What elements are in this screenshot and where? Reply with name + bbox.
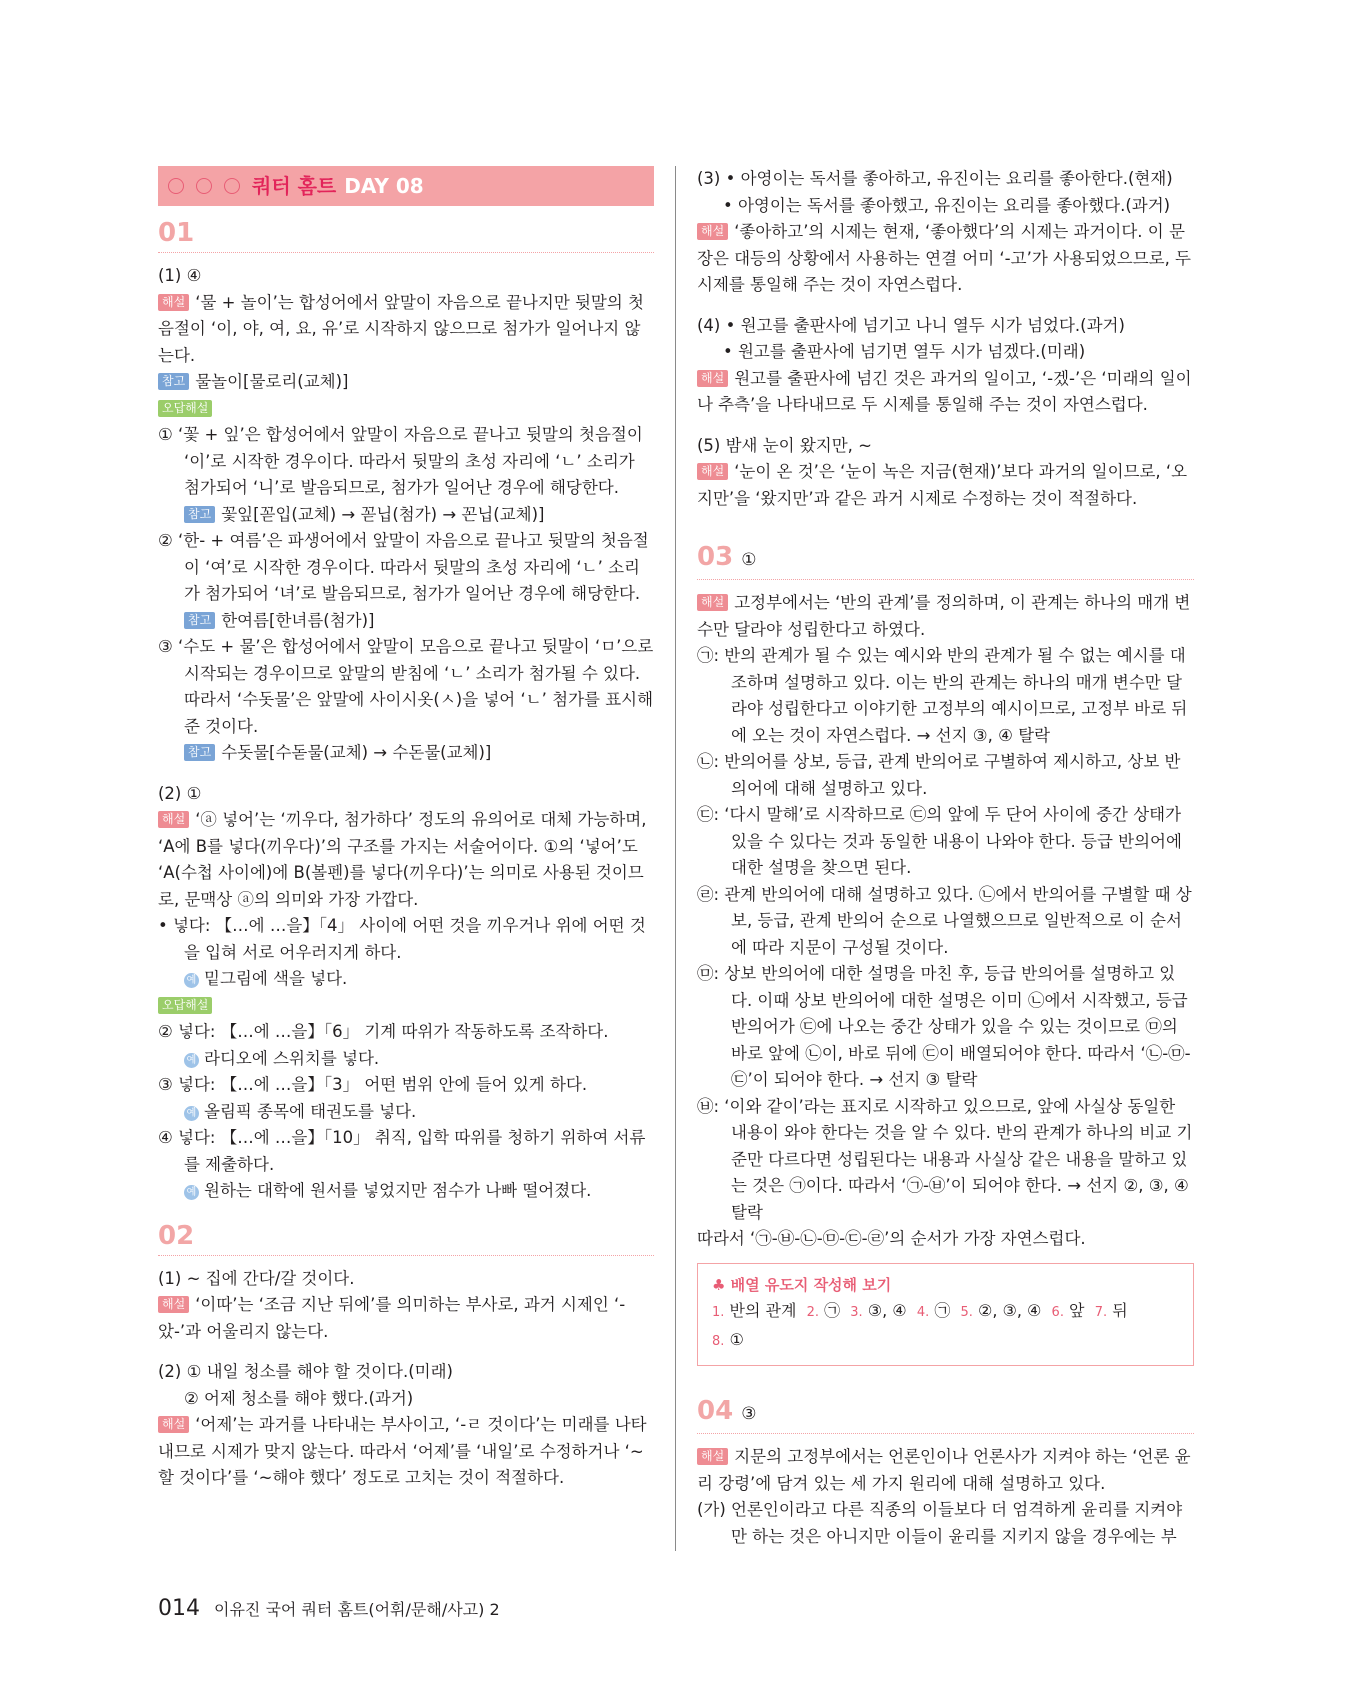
example [158,1099,654,1126]
explanation-text: 지문의 고정부에서는 언론인이나 언론사가 지켜야 하는 ‘언론 윤리 강령’에 담겨 있는 세 가지 원리에 대해 설명하고 있다. [697,1447,1191,1493]
reference-tag: 참고 [184,612,215,629]
sub-question-head: (1) ④ [158,266,202,285]
explanation [158,290,654,370]
reference-text: 수돗물[수돋물(교체) → 수돈물(교체)] [221,743,492,762]
example-icon: 예 [184,1106,199,1121]
wrong-answer-item: ② ‘한- + 여름’은 파생어에서 앞말이 자음으로 끝나고 뒷말의 첫음절이 ‘여’로 시작한 경우이다. 따라서 뒷말의 초성 자리에 ‘ㄴ’ 소리가 첨가되어 ‘녀’로 발음되므로, 첨가가 일어난 경우에 해당한다. [158,531,649,603]
example-icon: 예 [184,973,199,988]
wrong-answer-item: ④ 넣다: 【…에 …을】「10」 취직, 입학 따위를 청하기 위하여 서류를 제출하다. [158,1128,646,1174]
sub-question-head: • 원고를 출판사에 넘기면 열두 시가 넘겠다.(미래) [723,342,1086,361]
circle-icon [224,178,240,194]
box-item-value: 뒤 [1112,1301,1128,1320]
sub-question-head: (2) ① [158,783,202,803]
sub-question-head: (1) ~ 집에 간다/갈 것이다. [158,1268,355,1288]
box-item-number: 3. [850,1305,863,1320]
example-icon: 예 [184,1185,199,1200]
example-text: 밑그림에 색을 넣다. [204,969,348,988]
box-item-number: 1. [712,1305,725,1320]
sub-question-head: (5) 밤새 눈이 왔지만, ~ [697,435,872,455]
reference-tag: 참고 [158,373,189,390]
banner-day: DAY 08 [344,173,424,198]
explanation-text: ‘어제’는 과거를 나타내는 부사이고, ‘-ㄹ 것이다’는 미래를 나타내므로 시제가 맞지 않는다. 따라서 ‘어제’를 ‘내일’로 수정하거나 ‘~할 것이다’를 ‘~해야 했다’ 정도로 고치는 것이 적절하다. [158,1415,647,1487]
wrong-answer-header [158,993,654,1020]
question-number [697,1394,1194,1434]
explanation-text: ‘물 + 놀이’는 합성어에서 앞말이 자음으로 끝나지만 뒷말의 첫음절이 ‘이, 야, 여, 요, 유’로 시작하지 않으므로 첨가가 일어나지 않는다. [158,292,644,365]
sub-question-head: • 아영이는 독서를 좋아했고, 유진이는 요리를 좋아했다.(과거) [723,195,1171,215]
reference [158,740,654,767]
column-divider [675,166,676,1551]
box-item-value: 앞 [1069,1301,1085,1320]
explanation [158,807,654,913]
analysis-item: ㉠: 반의 관계가 될 수 있는 예시와 반의 관계가 될 수 없는 예시를 대조하며 설명하고 있다. 이는 반의 관계는 하나의 매개 변수만 달라야 성립한다고 이야기한 고정부의 예시이므로, 고정부 바로 뒤에 오는 것이 자연스럽다. → 선지 ③, ④ 탈락 [697,646,1188,745]
question-answer: ① [741,550,757,570]
wrong-answer-item: ③ ‘수도 + 물’은 합성어에서 앞말이 모음으로 끝나고 뒷말이 ‘ㅁ’으로 시작되는 경우이므로 앞말의 받침에 ‘ㄴ’ 소리가 첨가될 수 있다. 따라서 ‘수돗물’은 앞말에 사이시옷(ㅅ)을 넣어 ‘ㄴ’ 첨가를 표시해 준 것이다. [158,637,654,736]
box-item-value: ㉠ [934,1301,951,1320]
reference-text: 꽃잎[꼳입(교체) → 꼳닙(첨가) → 꼰닙(교체)] [221,504,545,524]
wrong-answer-tag: 오답해설 [158,997,212,1014]
example [158,1178,654,1205]
explanation-text: ‘이따’는 ‘조금 지난 뒤에’를 의미하는 부사로, 과거 시제인 ‘-았-’과 어울리지 않는다. [158,1295,626,1341]
analysis-item: ㉥: ‘이와 같이’라는 표지로 시작하고 있으므로, 앞에 사실상 동일한 내용이 와야 한다는 것을 알 수 있다. 반의 관계가 하나의 비교 기준만 다르다면 성립된다는 내용과 사실상 같은 내용을 말하고 있는 것은 ㉠이다. 따라서 ‘㉠-㉥’이 되어야 한다. → 선지 ②, ③, ④ 탈락 [697,1096,1193,1222]
box-item-value: 반의 관계 [729,1301,797,1320]
explanation [697,219,1194,299]
reference [158,608,654,635]
explanation-tag: 해설 [697,370,728,387]
arrangement-box [697,1263,1194,1367]
box-content [712,1298,1179,1355]
sub-question-head: (2) ① 내일 청소를 해야 할 것이다.(미래) [158,1362,453,1381]
question-number: 02 [158,1219,654,1256]
explanation-text: ‘좋아하고’의 시제는 현재, ‘좋아했다’의 시제는 과거이다. 이 문장은 대등의 상황에서 사용하는 연결 어미 ‘-고’가 사용되었으므로, 두 시제를 통일해 주는 것이 자연스럽다. [697,222,1192,294]
analysis-item: (가) 언론인이라고 다른 직종의 이들보다 더 엄격하게 윤리를 지켜야만 하는 것은 아니지만 이들이 윤리를 지키지 않을 경우에는 부 [697,1500,1183,1546]
explanation [697,366,1194,419]
question-number: 01 [158,216,654,253]
explanation-tag: 해설 [158,294,189,311]
box-title: ♣ 배열 유도지 작성해 보기 [712,1275,892,1294]
analysis-item: ㉣: 관계 반의어에 대해 설명하고 있다. ㉡에서 반의어를 구별할 때 상보, 등급, 관계 반의어 순으로 나열했으므로 일반적으로 이 순서에 따라 지문이 구성될 것이다. [697,884,1192,957]
example [158,1046,654,1073]
explanation-text: 고정부에서는 ‘반의 관계’를 정의하며, 이 관계는 하나의 매개 변수만 달라야 성립한다고 하였다. [697,593,1191,639]
reference-tag: 참고 [184,744,215,761]
reference [158,369,654,396]
explanation [158,1292,654,1345]
example-text: 라디오에 스위치를 넣다. [204,1048,380,1068]
reference-text: 물놀이[물로리(교체)] [195,372,349,391]
analysis-item: ㉢: ‘다시 말해’로 시작하므로 ㉢의 앞에 두 단어 사이에 중간 상태가 있을 수 있다는 것과 동일한 내용이 나와야 한다. 등급 반의어에 대한 설명을 찾으면 된다. [697,805,1182,877]
example-text: 올림픽 종목에 태권도를 넣다. [204,1101,417,1121]
explanation-tag: 해설 [697,223,728,240]
page-number: 014 [158,1596,200,1621]
definition: • 넣다: 【…에 …을】「4」 사이에 어떤 것을 끼우거나 위에 어떤 것을 입혀 서로 어우러지게 하다. [158,916,646,962]
explanation-tag: 해설 [158,811,189,828]
wrong-answer-item: ② 넣다: 【…에 …을】「6」 기계 따위가 작동하도록 조작하다. [158,1022,609,1041]
box-item-number: 8. [712,1333,725,1349]
wrong-answer-tag: 오답해설 [158,400,212,417]
left-column [158,166,654,1492]
explanation-tag: 해설 [158,1296,189,1313]
explanation-tag: 해설 [697,1448,728,1465]
book-title: 이유진 국어 쿼터 홈트(어휘/문해/사고) 2 [214,1600,500,1619]
wrong-answer-item: ③ 넣다: 【…에 …을】「3」 어떤 범위 안에 들어 있게 하다. [158,1075,588,1094]
explanation [158,1412,654,1492]
question-number [697,540,1194,580]
page-footer [158,1596,500,1621]
analysis-item: ㉡: 반의어를 상보, 등급, 관계 반의어로 구별하여 제시하고, 상보 반의어에 대해 설명하고 있다. [697,752,1181,798]
box-item-number: 2. [806,1305,819,1320]
day-banner [158,166,654,206]
box-item-value: ① [729,1329,744,1349]
explanation-text: 원고를 출판사에 넘긴 것은 과거의 일이고, ‘-겠-’은 ‘미래의 일이나 추측’을 나타내므로 두 시제를 통일해 주는 것이 자연스럽다. [697,368,1192,414]
explanation [697,590,1194,643]
sub-question-head: ② 어제 청소를 해야 했다.(과거) [184,1388,414,1408]
right-column [697,166,1194,1550]
explanation-tag: 해설 [697,594,728,611]
question-number-text: 03 [697,542,734,572]
box-item-number: 6. [1051,1305,1064,1320]
explanation-text: ‘눈이 온 것’은 ‘눈이 녹은 지금(현재)’보다 과거의 일이므로, ‘오지만’을 ‘왔지만’과 같은 과거 시제로 수정하는 것이 적절하다. [697,462,1188,508]
banner-title: 쿼터 홈트 [252,173,337,198]
analysis-item: ㉤: 상보 반의어에 대한 설명을 마친 후, 등급 반의어를 설명하고 있다. 이때 상보 반의어에 대한 설명은 이미 ㉡에서 시작했고, 등급 반의어가 ㉢에 나오는 중간 상태가 있을 수 있는 것이므로 ㉤의 바로 앞에 ㉡이, 바로 뒤에 ㉢이 배열되어야 한다. 따라서 ‘㉡-㉤-㉢’이 되어야 한다. → 선지 ③ 탈락 [697,964,1191,1089]
question-number-text: 04 [697,1396,734,1426]
box-item-value: ㉠ [824,1301,841,1320]
conclusion: 따라서 ‘㉠-㉥-㉡-㉤-㉢-㉣’의 순서가 가장 자연스럽다. [697,1229,1086,1248]
reference-text: 한여름[한녀름(첨가)] [221,610,375,630]
reference [158,502,654,529]
circle-icon [196,178,212,194]
wrong-answer-header [158,396,654,423]
wrong-answer-item: ① ‘꽃 + 잎’은 합성어에서 앞말이 자음으로 끝나고 뒷말의 첫음절이 ‘이’로 시작한 경우이다. 따라서 뒷말의 초성 자리에 ‘ㄴ’ 소리가 첨가되어 ‘니’로 발음되므로, 첨가가 일어난 경우에 해당한다. [158,425,643,497]
example [158,966,654,993]
sub-question-head: (3) • 아영이는 독서를 좋아하고, 유진이는 요리를 좋아한다.(현재) [697,169,1173,188]
sub-question-head: (4) • 원고를 출판사에 넘기고 나니 열두 시가 넘었다.(과거) [697,315,1125,335]
circle-icon [168,178,184,194]
box-item-value: ②, ③, ④ [978,1301,1042,1320]
example-text: 원하는 대학에 원서를 넣었지만 점수가 나빠 떨어졌다. [204,1181,592,1200]
explanation-tag: 해설 [158,1416,189,1433]
explanation [697,459,1194,512]
explanation-text: ‘ⓐ 넣어’는 ‘끼우다, 첨가하다’ 정도의 유의어로 대체 가능하며, ‘A에 B를 넣다(끼우다)’의 구조를 가지는 서술어이다. ①의 ‘넣어’도 ‘A(수첩 사이에)에 B(볼펜)를 넣다(끼우다)’는 의미로 사용된 것이므로, 문맥상 ⓐ의 의미와 가장 가깝다. [158,810,647,909]
example-icon: 예 [184,1053,199,1068]
explanation [697,1444,1194,1497]
box-item-number: 7. [1094,1305,1108,1320]
box-item-value: ③, ④ [867,1301,907,1320]
explanation-tag: 해설 [697,463,728,480]
question-answer: ③ [741,1404,757,1424]
box-item-number: 5. [960,1305,973,1320]
reference-tag: 참고 [184,506,215,523]
box-item-number: 4. [916,1305,930,1320]
